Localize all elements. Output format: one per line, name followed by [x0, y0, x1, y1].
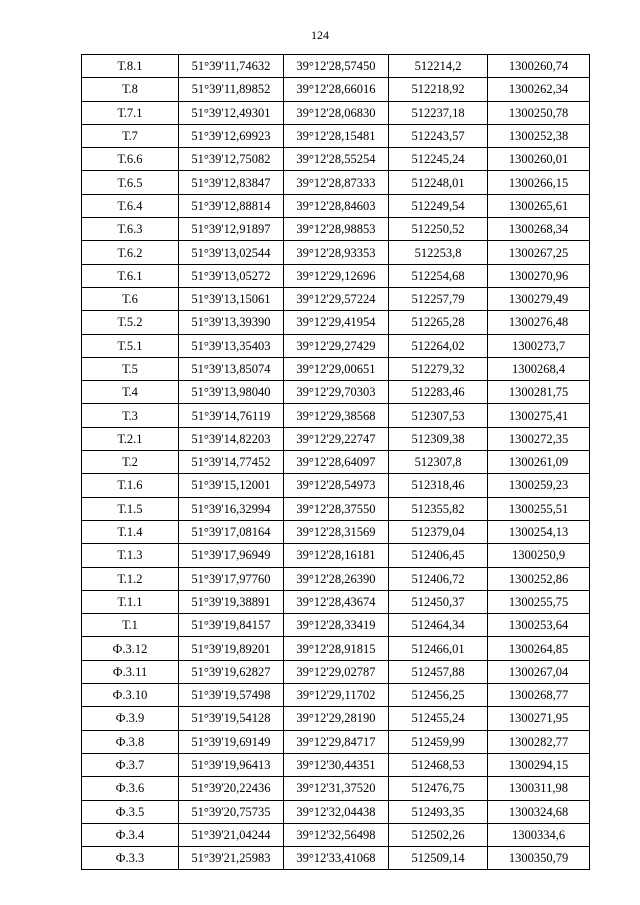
longitude-cell: 39°12'29,84717	[284, 730, 389, 753]
point-id-cell: Т.7.1	[82, 101, 179, 124]
point-id-cell: Ф.3.8	[82, 730, 179, 753]
longitude-cell: 39°12'29,12696	[284, 264, 389, 287]
x-coordinate-cell: 512307,53	[389, 404, 488, 427]
x-coordinate-cell: 512468,53	[389, 753, 488, 776]
longitude-cell: 39°12'28,98853	[284, 218, 389, 241]
point-id-cell: Т.6.2	[82, 241, 179, 264]
latitude-cell: 51°39'13,35403	[179, 334, 284, 357]
latitude-cell: 51°39'16,32994	[179, 497, 284, 520]
x-coordinate-cell: 512406,72	[389, 567, 488, 590]
point-id-cell: Т.8.1	[82, 55, 179, 78]
table-row	[82, 334, 590, 357]
point-id-cell: Т.7	[82, 124, 179, 147]
x-coordinate-cell: 512509,14	[389, 847, 488, 870]
latitude-cell: 51°39'14,82203	[179, 427, 284, 450]
table-row	[82, 311, 590, 334]
table-row	[82, 404, 590, 427]
point-id-cell: Т.5.1	[82, 334, 179, 357]
table-row	[82, 497, 590, 520]
point-id-cell: Т.2	[82, 451, 179, 474]
point-id-cell: Т.6.5	[82, 171, 179, 194]
page-number: 124	[311, 28, 329, 42]
point-id-cell: Т.6.6	[82, 148, 179, 171]
longitude-cell: 39°12'28,54973	[284, 474, 389, 497]
longitude-cell: 39°12'30,44351	[284, 753, 389, 776]
latitude-cell: 51°39'19,62827	[179, 660, 284, 683]
table-row	[82, 194, 590, 217]
table-row	[82, 800, 590, 823]
table-row	[82, 544, 590, 567]
table-row	[82, 218, 590, 241]
x-coordinate-cell: 512466,01	[389, 637, 488, 660]
point-id-cell: Ф.3.10	[82, 684, 179, 707]
longitude-cell: 39°12'28,16181	[284, 544, 389, 567]
x-coordinate-cell: 512264,02	[389, 334, 488, 357]
y-coordinate-cell: 1300261,09	[488, 451, 590, 474]
y-coordinate-cell: 1300272,35	[488, 427, 590, 450]
longitude-cell: 39°12'28,64097	[284, 451, 389, 474]
x-coordinate-cell: 512502,26	[389, 823, 488, 846]
y-coordinate-cell: 1300311,98	[488, 777, 590, 800]
y-coordinate-cell: 1300250,78	[488, 101, 590, 124]
y-coordinate-cell: 1300281,75	[488, 381, 590, 404]
latitude-cell: 51°39'19,69149	[179, 730, 284, 753]
y-coordinate-cell: 1300271,95	[488, 707, 590, 730]
point-id-cell: Ф.3.9	[82, 707, 179, 730]
y-coordinate-cell: 1300255,75	[488, 590, 590, 613]
y-coordinate-cell: 1300279,49	[488, 287, 590, 310]
table-row	[82, 427, 590, 450]
table-row	[82, 707, 590, 730]
longitude-cell: 39°12'28,66016	[284, 78, 389, 101]
point-id-cell: Т.6.4	[82, 194, 179, 217]
longitude-cell: 39°12'28,37550	[284, 497, 389, 520]
table-row	[82, 614, 590, 637]
latitude-cell: 51°39'12,88814	[179, 194, 284, 217]
latitude-cell: 51°39'13,85074	[179, 357, 284, 380]
table-row	[82, 55, 590, 78]
x-coordinate-cell: 512406,45	[389, 544, 488, 567]
latitude-cell: 51°39'14,77452	[179, 451, 284, 474]
longitude-cell: 39°12'28,91815	[284, 637, 389, 660]
table-row	[82, 847, 590, 870]
x-coordinate-cell: 512257,79	[389, 287, 488, 310]
latitude-cell: 51°39'21,25983	[179, 847, 284, 870]
table-row	[82, 777, 590, 800]
x-coordinate-cell: 512237,18	[389, 101, 488, 124]
y-coordinate-cell: 1300259,23	[488, 474, 590, 497]
x-coordinate-cell: 512307,8	[389, 451, 488, 474]
latitude-cell: 51°39'19,54128	[179, 707, 284, 730]
x-coordinate-cell: 512455,24	[389, 707, 488, 730]
point-id-cell: Ф.3.12	[82, 637, 179, 660]
y-coordinate-cell: 1300250,9	[488, 544, 590, 567]
table-row	[82, 381, 590, 404]
point-id-cell: Т.1.6	[82, 474, 179, 497]
x-coordinate-cell: 512450,37	[389, 590, 488, 613]
longitude-cell: 39°12'28,15481	[284, 124, 389, 147]
latitude-cell: 51°39'17,97760	[179, 567, 284, 590]
latitude-cell: 51°39'13,98040	[179, 381, 284, 404]
point-id-cell: Т.6.3	[82, 218, 179, 241]
longitude-cell: 39°12'28,43674	[284, 590, 389, 613]
latitude-cell: 51°39'11,74632	[179, 55, 284, 78]
y-coordinate-cell: 1300262,34	[488, 78, 590, 101]
point-id-cell: Т.6.1	[82, 264, 179, 287]
x-coordinate-cell: 512265,28	[389, 311, 488, 334]
y-coordinate-cell: 1300267,25	[488, 241, 590, 264]
y-coordinate-cell: 1300268,4	[488, 357, 590, 380]
latitude-cell: 51°39'12,69923	[179, 124, 284, 147]
longitude-cell: 39°12'28,93353	[284, 241, 389, 264]
point-id-cell: Т.6	[82, 287, 179, 310]
x-coordinate-cell: 512283,46	[389, 381, 488, 404]
longitude-cell: 39°12'29,00651	[284, 357, 389, 380]
point-id-cell: Т.8	[82, 78, 179, 101]
x-coordinate-cell: 512309,38	[389, 427, 488, 450]
longitude-cell: 39°12'29,28190	[284, 707, 389, 730]
longitude-cell: 39°12'31,37520	[284, 777, 389, 800]
point-id-cell: Ф.3.6	[82, 777, 179, 800]
x-coordinate-cell: 512459,99	[389, 730, 488, 753]
longitude-cell: 39°12'29,38568	[284, 404, 389, 427]
coordinates-table	[81, 54, 590, 870]
point-id-cell: Т.1.4	[82, 520, 179, 543]
table-row	[82, 730, 590, 753]
table-row	[82, 660, 590, 683]
longitude-cell: 39°12'29,22747	[284, 427, 389, 450]
table-row	[82, 124, 590, 147]
latitude-cell: 51°39'21,04244	[179, 823, 284, 846]
y-coordinate-cell: 1300266,15	[488, 171, 590, 194]
table-row	[82, 451, 590, 474]
latitude-cell: 51°39'19,38891	[179, 590, 284, 613]
longitude-cell: 39°12'32,04438	[284, 800, 389, 823]
table-row	[82, 590, 590, 613]
longitude-cell: 39°12'29,57224	[284, 287, 389, 310]
latitude-cell: 51°39'15,12001	[179, 474, 284, 497]
point-id-cell: Т.1.2	[82, 567, 179, 590]
point-id-cell: Т.3	[82, 404, 179, 427]
y-coordinate-cell: 1300350,79	[488, 847, 590, 870]
point-id-cell: Т.4	[82, 381, 179, 404]
latitude-cell: 51°39'13,15061	[179, 287, 284, 310]
point-id-cell: Т.5.2	[82, 311, 179, 334]
y-coordinate-cell: 1300270,96	[488, 264, 590, 287]
table-row	[82, 567, 590, 590]
point-id-cell: Т.1.3	[82, 544, 179, 567]
table-row	[82, 287, 590, 310]
table-row	[82, 264, 590, 287]
y-coordinate-cell: 1300268,34	[488, 218, 590, 241]
longitude-cell: 39°12'29,02787	[284, 660, 389, 683]
latitude-cell: 51°39'19,96413	[179, 753, 284, 776]
latitude-cell: 51°39'12,49301	[179, 101, 284, 124]
table-row	[82, 171, 590, 194]
x-coordinate-cell: 512476,75	[389, 777, 488, 800]
longitude-cell: 39°12'28,26390	[284, 567, 389, 590]
table-row	[82, 101, 590, 124]
point-id-cell: Ф.3.7	[82, 753, 179, 776]
longitude-cell: 39°12'32,56498	[284, 823, 389, 846]
x-coordinate-cell: 512379,04	[389, 520, 488, 543]
table-row	[82, 474, 590, 497]
y-coordinate-cell: 1300252,86	[488, 567, 590, 590]
y-coordinate-cell: 1300254,13	[488, 520, 590, 543]
y-coordinate-cell: 1300252,38	[488, 124, 590, 147]
x-coordinate-cell: 512245,24	[389, 148, 488, 171]
longitude-cell: 39°12'28,57450	[284, 55, 389, 78]
y-coordinate-cell: 1300267,04	[488, 660, 590, 683]
latitude-cell: 51°39'12,75082	[179, 148, 284, 171]
table-row	[82, 637, 590, 660]
y-coordinate-cell: 1300260,01	[488, 148, 590, 171]
table-row	[82, 241, 590, 264]
point-id-cell: Т.2.1	[82, 427, 179, 450]
x-coordinate-cell: 512457,88	[389, 660, 488, 683]
x-coordinate-cell: 512250,52	[389, 218, 488, 241]
x-coordinate-cell: 512279,32	[389, 357, 488, 380]
table-row	[82, 823, 590, 846]
point-id-cell: Т.1.1	[82, 590, 179, 613]
longitude-cell: 39°12'28,33419	[284, 614, 389, 637]
y-coordinate-cell: 1300265,61	[488, 194, 590, 217]
longitude-cell: 39°12'28,87333	[284, 171, 389, 194]
y-coordinate-cell: 1300253,64	[488, 614, 590, 637]
latitude-cell: 51°39'12,83847	[179, 171, 284, 194]
table-row	[82, 520, 590, 543]
y-coordinate-cell: 1300324,68	[488, 800, 590, 823]
y-coordinate-cell: 1300282,77	[488, 730, 590, 753]
longitude-cell: 39°12'29,27429	[284, 334, 389, 357]
point-id-cell: Ф.3.11	[82, 660, 179, 683]
y-coordinate-cell: 1300264,85	[488, 637, 590, 660]
point-id-cell: Ф.3.3	[82, 847, 179, 870]
longitude-cell: 39°12'28,06830	[284, 101, 389, 124]
latitude-cell: 51°39'17,08164	[179, 520, 284, 543]
x-coordinate-cell: 512243,57	[389, 124, 488, 147]
longitude-cell: 39°12'28,84603	[284, 194, 389, 217]
table-row	[82, 684, 590, 707]
point-id-cell: Т.5	[82, 357, 179, 380]
latitude-cell: 51°39'13,39390	[179, 311, 284, 334]
x-coordinate-cell: 512248,01	[389, 171, 488, 194]
longitude-cell: 39°12'29,41954	[284, 311, 389, 334]
y-coordinate-cell: 1300255,51	[488, 497, 590, 520]
table-row	[82, 753, 590, 776]
x-coordinate-cell: 512218,92	[389, 78, 488, 101]
y-coordinate-cell: 1300294,15	[488, 753, 590, 776]
latitude-cell: 51°39'17,96949	[179, 544, 284, 567]
longitude-cell: 39°12'29,11702	[284, 684, 389, 707]
y-coordinate-cell: 1300273,7	[488, 334, 590, 357]
y-coordinate-cell: 1300275,41	[488, 404, 590, 427]
x-coordinate-cell: 512493,35	[389, 800, 488, 823]
table-row	[82, 148, 590, 171]
x-coordinate-cell: 512254,68	[389, 264, 488, 287]
latitude-cell: 51°39'19,84157	[179, 614, 284, 637]
x-coordinate-cell: 512253,8	[389, 241, 488, 264]
table-row	[82, 78, 590, 101]
y-coordinate-cell: 1300334,6	[488, 823, 590, 846]
latitude-cell: 51°39'19,57498	[179, 684, 284, 707]
x-coordinate-cell: 512456,25	[389, 684, 488, 707]
latitude-cell: 51°39'20,75735	[179, 800, 284, 823]
latitude-cell: 51°39'13,05272	[179, 264, 284, 287]
x-coordinate-cell: 512318,46	[389, 474, 488, 497]
coordinates-table-body	[82, 55, 590, 870]
latitude-cell: 51°39'20,22436	[179, 777, 284, 800]
latitude-cell: 51°39'19,89201	[179, 637, 284, 660]
table-row	[82, 357, 590, 380]
y-coordinate-cell: 1300268,77	[488, 684, 590, 707]
point-id-cell: Т.1.5	[82, 497, 179, 520]
longitude-cell: 39°12'29,70303	[284, 381, 389, 404]
point-id-cell: Т.1	[82, 614, 179, 637]
y-coordinate-cell: 1300260,74	[488, 55, 590, 78]
latitude-cell: 51°39'11,89852	[179, 78, 284, 101]
longitude-cell: 39°12'28,55254	[284, 148, 389, 171]
point-id-cell: Ф.3.5	[82, 800, 179, 823]
longitude-cell: 39°12'28,31569	[284, 520, 389, 543]
latitude-cell: 51°39'13,02544	[179, 241, 284, 264]
point-id-cell: Ф.3.4	[82, 823, 179, 846]
longitude-cell: 39°12'33,41068	[284, 847, 389, 870]
y-coordinate-cell: 1300276,48	[488, 311, 590, 334]
x-coordinate-cell: 512214,2	[389, 55, 488, 78]
x-coordinate-cell: 512464,34	[389, 614, 488, 637]
latitude-cell: 51°39'12,91897	[179, 218, 284, 241]
x-coordinate-cell: 512249,54	[389, 194, 488, 217]
x-coordinate-cell: 512355,82	[389, 497, 488, 520]
latitude-cell: 51°39'14,76119	[179, 404, 284, 427]
